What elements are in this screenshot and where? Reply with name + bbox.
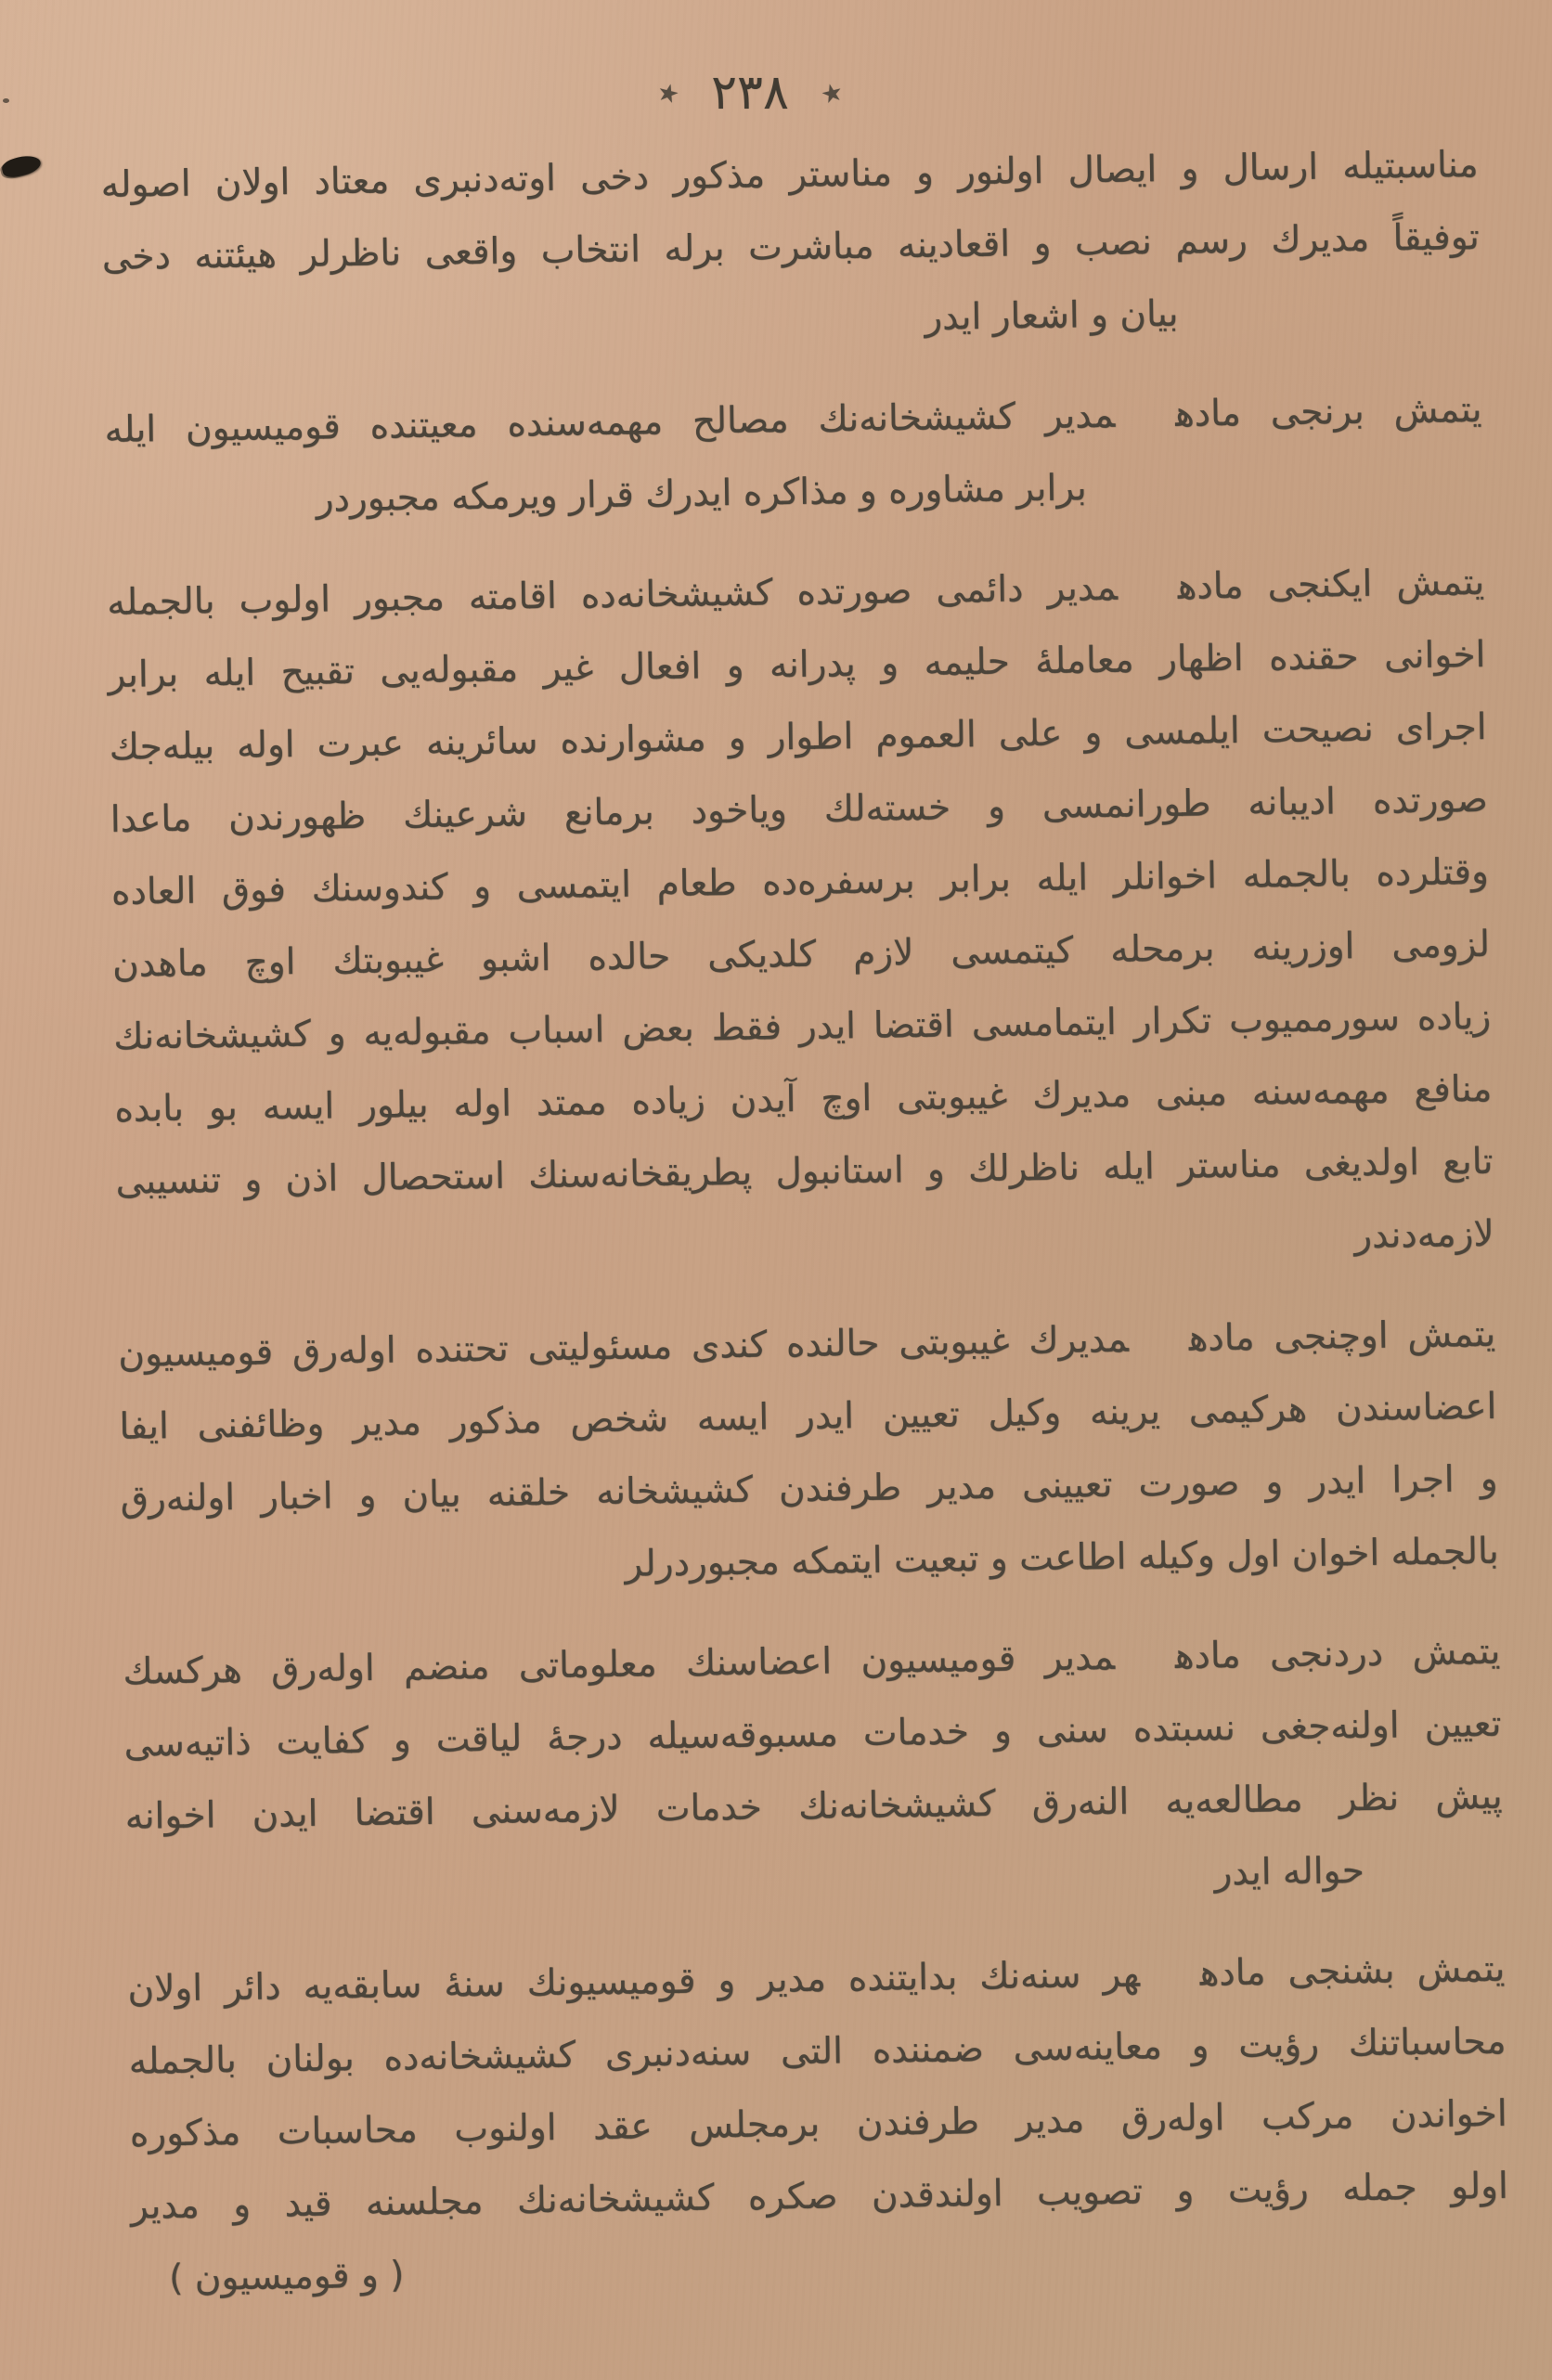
line-text: بالجمله اخوان اول وكيله اطاعت و تبعيت ايتمكه مجبوردرلر	[624, 1530, 1499, 1585]
ink-blot	[0, 152, 43, 180]
line-text: هر سنه‌نك بدايتنده مدير و قوميسيونك سنهٔ سابقه‌يه دائر اولان	[127, 1953, 1141, 2011]
paragraph	[123, 1616, 1504, 1926]
header-ornament-left-icon: ٭	[652, 66, 686, 119]
line-text: لازمه‌دندر	[1353, 1212, 1494, 1258]
line-text: ( و قوميسيون )	[168, 2254, 405, 2300]
page-header	[652, 65, 848, 121]
line-text: مدير كشيشخانه‌نك مصالح مهمه‌سنده معيتنده قوميسيون ايله	[104, 394, 1116, 451]
line-text: مديرك غيبوبتى حالنده كندى مسئوليتى تحتنده اوله‌رق قوميسيون	[118, 1318, 1130, 1376]
paragraph	[104, 374, 1483, 539]
article-heading: يتمش بشنجى ماده	[1199, 1947, 1506, 1995]
text-block	[100, 129, 1510, 2344]
line-text: محاسباتنك رؤيت و معاينه‌سى ضمننده التى سنه‌دنبرى كشيشخانه‌ده بولنان بالجمله	[128, 2020, 1507, 2083]
article-heading: يتمش اوچنجى ماده	[1188, 1313, 1496, 1360]
line-text: حواله ايدر	[1214, 1850, 1365, 1895]
line-text: تابع اولديغى مناستر ايله ناظرلك و استانبول پطريقخانه‌سنك استحصال اذن و تنسيبى	[115, 1140, 1494, 1203]
ink-speck	[3, 98, 9, 103]
line-text: پيش نظر مطالعه‌يه النه‌رق كشيشخانه‌نك خدمات لازمه‌سنى اقتضا ايدن اخوانه	[124, 1775, 1503, 1838]
line-text: توفيقاً مديرك رسم نصب و اقعادينه مباشرت برله انتخاب واقعى ناظرلر هيئتنه دخى	[101, 215, 1480, 278]
line-text: لزومى اوزرينه برمحله كيتمسى لازم كلديكى حالده اشبو غيبوبتك اوچ ماهدن	[111, 923, 1491, 986]
article-heading: يتمش دردنجى ماده	[1174, 1630, 1501, 1678]
line-text: وقتلرده بالجمله اخوانلر ايله برابر برسفره‌ده طعام ايتمسى و كندوسنك فوق العاده	[110, 850, 1490, 913]
paragraph	[127, 1934, 1510, 2316]
line-text: صورتده اديبانه طورانمسى و خسته‌لك وياخود برمانع شرعينك ظهورندن ماعدا	[110, 778, 1488, 841]
line-text: اعضاسندن هركيمى يرينه وكيل تعيين ايدر ايسه شخص مذكور مدير وظائفنى ايفا	[119, 1385, 1497, 1448]
paragraph	[100, 129, 1481, 367]
line-text: تعيين اولنه‌جغى نسبتده سنى و خدمات مسبوقه‌سيله درجهٔ لياقت و كفايت ذاتيه‌سى	[123, 1702, 1502, 1766]
line-text: زياده سورمميوب تكرار ايتمامسى اقتضا ايدر فقط بعض اسباب مقبوله‌يه و كشيشخانه‌نك	[112, 995, 1492, 1058]
line-text: مدير قوميسيون اعضاسنك معلوماتى منضم اوله‌رق هركسك	[123, 1636, 1116, 1693]
article-heading: يتمش برنجى ماده	[1174, 388, 1482, 435]
line-text: اجراى نصيحت ايلمسى و على العموم اطوار و مشوارنده سائرينه عبرت اوله بيله‌جك	[109, 705, 1487, 769]
line-text: بيان و اشعار ايدر	[924, 292, 1179, 339]
paragraph	[107, 547, 1494, 1291]
paragraph	[118, 1299, 1499, 1609]
line-text: منافع مهمه‌سنه مبنى مديرك غيبوبتى اوچ آيدن زياده ممتد اوله بيلور ايسه بو بابده	[114, 1067, 1493, 1131]
line-text: اخواندن مركب اوله‌رق مدير طرفندن برمجلس عقد اولنوب محاسبات مذكوره	[129, 2092, 1507, 2155]
line-text: اولو جمله رؤيت و تصويب اولندقدن صكره كشيشخانه‌نك مجلسنه قيد و مدير	[130, 2165, 1509, 2228]
line-text: مدير دائمى صورتده كشيشخانه‌ده اقامته مجبور اولوب بالجمله	[106, 566, 1119, 624]
line-text: مناسبتيله ارسال و ايصال اولنور و مناستر مذكور دخى اوته‌دنبرى معتاد اولان اصوله	[100, 143, 1479, 207]
line-text: اخوانى حقنده اظهار معاملهٔ حليمه و پدرانه و افعال غير مقبوله‌يى تقبيح ايله برابر	[108, 633, 1486, 696]
page-number: ٢٣٨	[711, 65, 789, 121]
line-text: و اجرا ايدر و صورت تعيينى مدير طرفندن كشيشخانه خلقنه بيان و اخبار اولنه‌رق	[120, 1457, 1498, 1520]
line-text: برابر مشاوره و مذاكره ايدرك قرار ويرمكه مجبوردر	[316, 467, 1087, 521]
header-ornament-right-icon: ٭	[814, 66, 848, 119]
article-heading: يتمش ايكنجى ماده	[1177, 561, 1485, 608]
